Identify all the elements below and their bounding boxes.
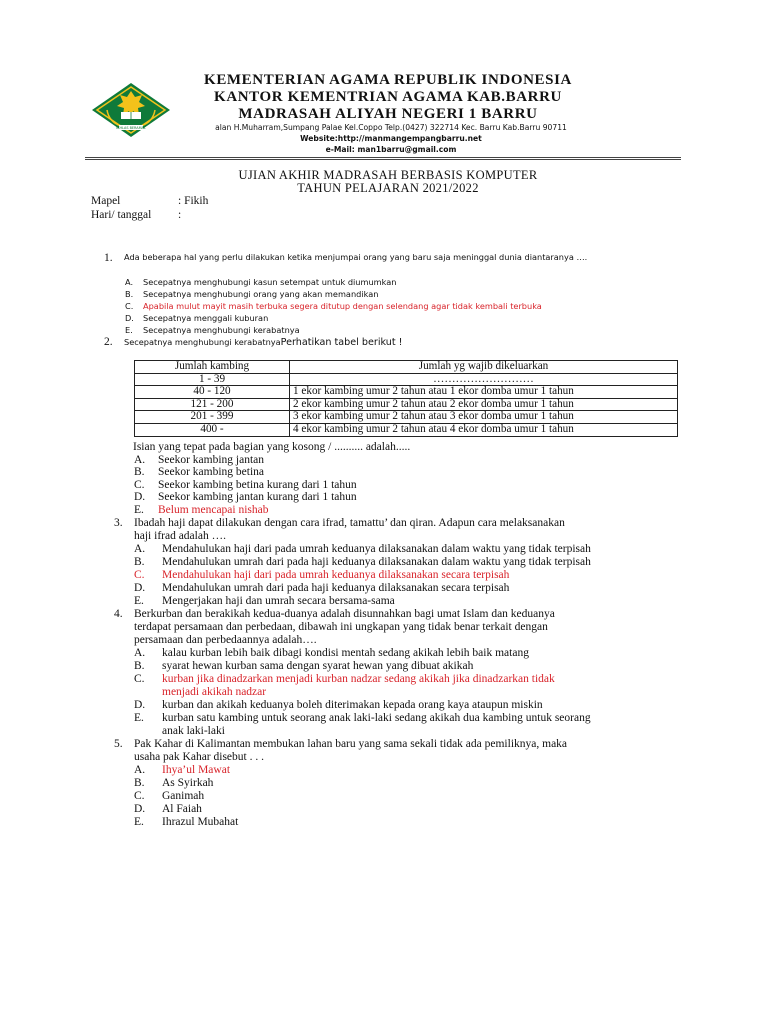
- option-letter: E.: [134, 712, 144, 724]
- header-divider-2: [85, 159, 681, 160]
- table-cell: 2 ekor kambing umur 2 tahun atau 2 ekor domba umur 1 tahun: [290, 398, 678, 411]
- question-text-line1: Berkurban dan berakikah kedua-duanya adalah disunnahkan bagi umat Islam dan keduanya: [134, 608, 555, 620]
- table-cell: ………………………: [290, 373, 678, 386]
- option-d: [125, 312, 268, 325]
- option-e: [134, 595, 395, 608]
- option-letter: A.: [134, 764, 146, 776]
- option-letter: B.: [125, 289, 134, 299]
- hari-row: [91, 209, 182, 221]
- question-number: 5.: [114, 738, 123, 750]
- school-name: MADRASAH ALIYAH NEGERI 1 BARRU: [238, 106, 538, 122]
- table-row: [135, 411, 678, 424]
- option-c: [134, 790, 204, 803]
- option-d: [134, 491, 357, 504]
- mapel-value: : Fikih: [178, 195, 209, 207]
- option-letter: A.: [125, 277, 134, 287]
- option-text: Secepatnya menggali kuburan: [143, 313, 269, 323]
- option-c-answer: [134, 673, 555, 686]
- table-cell: 201 - 399: [135, 411, 290, 424]
- question-text-line3: persamaan dan perbedaannya adalah….: [134, 634, 317, 646]
- option-e: [125, 324, 300, 337]
- option-letter: B.: [134, 777, 145, 789]
- option-c-answer: [134, 569, 509, 582]
- option-letter: D.: [134, 582, 146, 594]
- option-letter: C.: [134, 479, 145, 491]
- school-website: Website:http://manmangempangbarru.net: [300, 134, 482, 143]
- exam-year: TAHUN PELAJARAN 2021/2022: [297, 181, 479, 195]
- hari-label: Hari/ tanggal: [91, 209, 152, 221]
- option-letter: C.: [134, 673, 145, 685]
- option-letter: E.: [134, 595, 144, 607]
- school-address: alan H.Muharram,Sumpang Palae Kel.Coppo Telp.(0427) 322714 Kec. Barru Kab.Barru 90711: [215, 123, 567, 132]
- option-text: Mengerjakan haji dan umrah secara bersama-sama: [162, 595, 395, 607]
- ministry-name: KEMENTERIAN AGAMA REPUBLIK INDONESIA: [204, 72, 572, 88]
- option-letter: C.: [134, 790, 145, 802]
- option-a: [134, 543, 591, 556]
- table-cell: 121 - 200: [135, 398, 290, 411]
- option-text: Seekor kambing betina kurang dari 1 tahun: [158, 479, 357, 491]
- option-text: Mendahulukan umrah dari pada haji keduanya dilaksanakan dalam waktu yang tidak terpisah: [162, 556, 591, 568]
- option-text: Mendahulukan haji dari pada umrah keduanya dilaksanakan secara terpisah: [162, 569, 510, 581]
- option-text: As Syirkah: [162, 777, 214, 789]
- option-letter: D.: [125, 313, 134, 323]
- option-letter: E.: [134, 816, 144, 828]
- option-b: [134, 777, 213, 790]
- table-row: [135, 373, 678, 386]
- option-text: Mendahulukan haji dari pada umrah keduanya dilaksanakan dalam waktu yang tidak terpisah: [162, 543, 591, 555]
- table-header-row: [135, 361, 678, 374]
- question-prefix: Secepatnya menghubungi kerabatnya: [124, 337, 281, 347]
- question-text: Ada beberapa hal yang perlu dilakukan ketika menjumpai orang yang baru saja meninggal dunia diantaranya ….: [124, 252, 588, 262]
- question-number: 4.: [114, 608, 123, 620]
- option-b: [134, 556, 591, 569]
- table-header: Jumlah kambing: [135, 361, 290, 374]
- option-a-answer: [134, 764, 230, 777]
- option-letter: C.: [134, 569, 145, 581]
- option-c: [134, 479, 357, 492]
- option-text: Seekor kambing jantan: [158, 454, 265, 466]
- option-text: kalau kurban lebih baik dibagi kondisi mentah sedang akikah lebih baik matang: [162, 647, 529, 659]
- option-b: [125, 288, 378, 301]
- question-instruction: Perhatikan tabel berikut !: [280, 337, 403, 348]
- option-text: Al Faiah: [162, 803, 202, 815]
- question-number: 1.: [104, 252, 113, 264]
- question-text-line1: Ibadah haji dapat dilakukan dengan cara ifrad, tamattu’ dan qiran. Adapun cara melaksanakan: [134, 517, 565, 529]
- option-letter: E.: [134, 504, 144, 516]
- option-d: [134, 803, 202, 816]
- option-letter: B.: [134, 466, 145, 478]
- option-text: Mendahulukan umrah dari pada haji keduanya dilaksanakan secara terpisah: [162, 582, 510, 594]
- option-text: Belum mencapai nishab: [158, 504, 269, 516]
- option-e: [134, 816, 238, 829]
- table-cell: 400 -: [135, 423, 290, 436]
- option-letter: A.: [134, 454, 146, 466]
- table-row: [135, 423, 678, 436]
- table-row: [135, 386, 678, 399]
- option-a: [125, 276, 396, 289]
- mapel-label: Mapel: [91, 195, 121, 207]
- table-row: [135, 398, 678, 411]
- kemenag-logo-icon: [91, 82, 171, 138]
- hari-value: :: [178, 209, 182, 221]
- question-text-line1: Pak Kahar di Kalimantan membukan lahan baru yang sama sekali tidak ada pemiliknya, maka: [134, 738, 568, 750]
- table-cell: 1 - 39: [135, 373, 290, 386]
- option-a: [134, 647, 529, 660]
- table-cell: 40 - 120: [135, 386, 290, 399]
- option-letter: D.: [134, 699, 146, 711]
- option-letter: B.: [134, 556, 145, 568]
- office-name: KANTOR KEMENTRIAN AGAMA KAB.BARRU: [214, 89, 562, 105]
- option-letter: A.: [134, 647, 146, 659]
- option-c-answer: [125, 300, 542, 313]
- option-c-continuation: menjadi akikah nadzar: [162, 686, 267, 698]
- mapel-row: [91, 195, 209, 207]
- option-b: [134, 466, 264, 479]
- table-cell: 1 ekor kambing umur 2 tahun atau 1 ekor domba umur 1 tahun: [290, 386, 678, 399]
- option-letter: C.: [125, 301, 134, 311]
- option-d: [134, 699, 543, 712]
- option-text: syarat hewan kurban sama dengan syarat hewan yang dibuat akikah: [162, 660, 474, 672]
- table-cell: 4 ekor kambing umur 2 tahun atau 4 ekor domba umur 1 tahun: [290, 423, 678, 436]
- option-text: Apabila mulut mayit masih terbuka segera ditutup dengan selendang agar tidak kembali terbuka: [143, 301, 542, 311]
- question-text-line2: terdapat persamaan dan perbedaan, dibawah ini ungkapan yang tidak benar terkait dengan: [134, 621, 548, 633]
- option-e-continuation: anak laki-laki: [162, 725, 225, 737]
- option-letter: B.: [134, 660, 145, 672]
- question-number: 3.: [114, 517, 123, 529]
- zakat-table: [134, 360, 678, 437]
- option-text: Ganimah: [162, 790, 205, 802]
- option-letter: D.: [134, 491, 146, 503]
- option-text: Secepatnya menghubungi orang yang akan memandikan: [143, 289, 379, 299]
- school-email: e-Mail: man1barru@gmail.com: [325, 145, 457, 154]
- option-text: Secepatnya menghubungi kasun setempat untuk diumumkan: [143, 277, 397, 287]
- exam-title: UJIAN AKHIR MADRASAH BERBASIS KOMPUTER: [238, 168, 538, 182]
- option-text: Seekor kambing betina: [158, 466, 265, 478]
- option-text: Seekor kambing jantan kurang dari 1 tahun: [158, 491, 357, 503]
- option-letter: A.: [134, 543, 146, 555]
- option-e: [134, 712, 591, 725]
- logo-motto: IKHLAS BERAMAL: [116, 126, 146, 131]
- question-text: Isian yang tepat pada bagian yang kosong / .......... adalah.....: [133, 441, 411, 453]
- option-e-answer: [134, 504, 269, 517]
- option-text: Ihrazul Mubahat: [162, 816, 239, 828]
- option-d: [134, 582, 509, 595]
- table-cell: 3 ekor kambing umur 2 tahun atau 3 ekor domba umur 1 tahun: [290, 411, 678, 424]
- option-text: kurban dan akikah keduanya boleh diterimakan kepada orang kaya ataupun miskin: [162, 699, 543, 711]
- option-text: Ihya’ul Mawat: [162, 764, 231, 776]
- option-text: kurban satu kambing untuk seorang anak laki-laki sedang akikah dua kambing untuk seorang: [162, 712, 591, 724]
- option-a: [134, 454, 264, 467]
- header-divider: [85, 157, 681, 158]
- option-text: kurban jika dinadzarkan menjadi kurban nadzar sedang akikah jika dinadzarkan tidak: [162, 673, 555, 685]
- question-text-line2: haji ifrad adalah ….: [134, 530, 226, 542]
- option-text: Secepatnya menghubungi kerabatnya: [143, 325, 300, 335]
- question-number: 2.: [104, 336, 113, 348]
- table-header: Jumlah yg wajib dikeluarkan: [290, 361, 678, 374]
- question-text: [124, 336, 678, 350]
- question-text-line2: usaha pak Kahar disebut . . .: [134, 751, 264, 763]
- option-letter: D.: [134, 803, 146, 815]
- option-letter: E.: [125, 325, 133, 335]
- option-b: [134, 660, 473, 673]
